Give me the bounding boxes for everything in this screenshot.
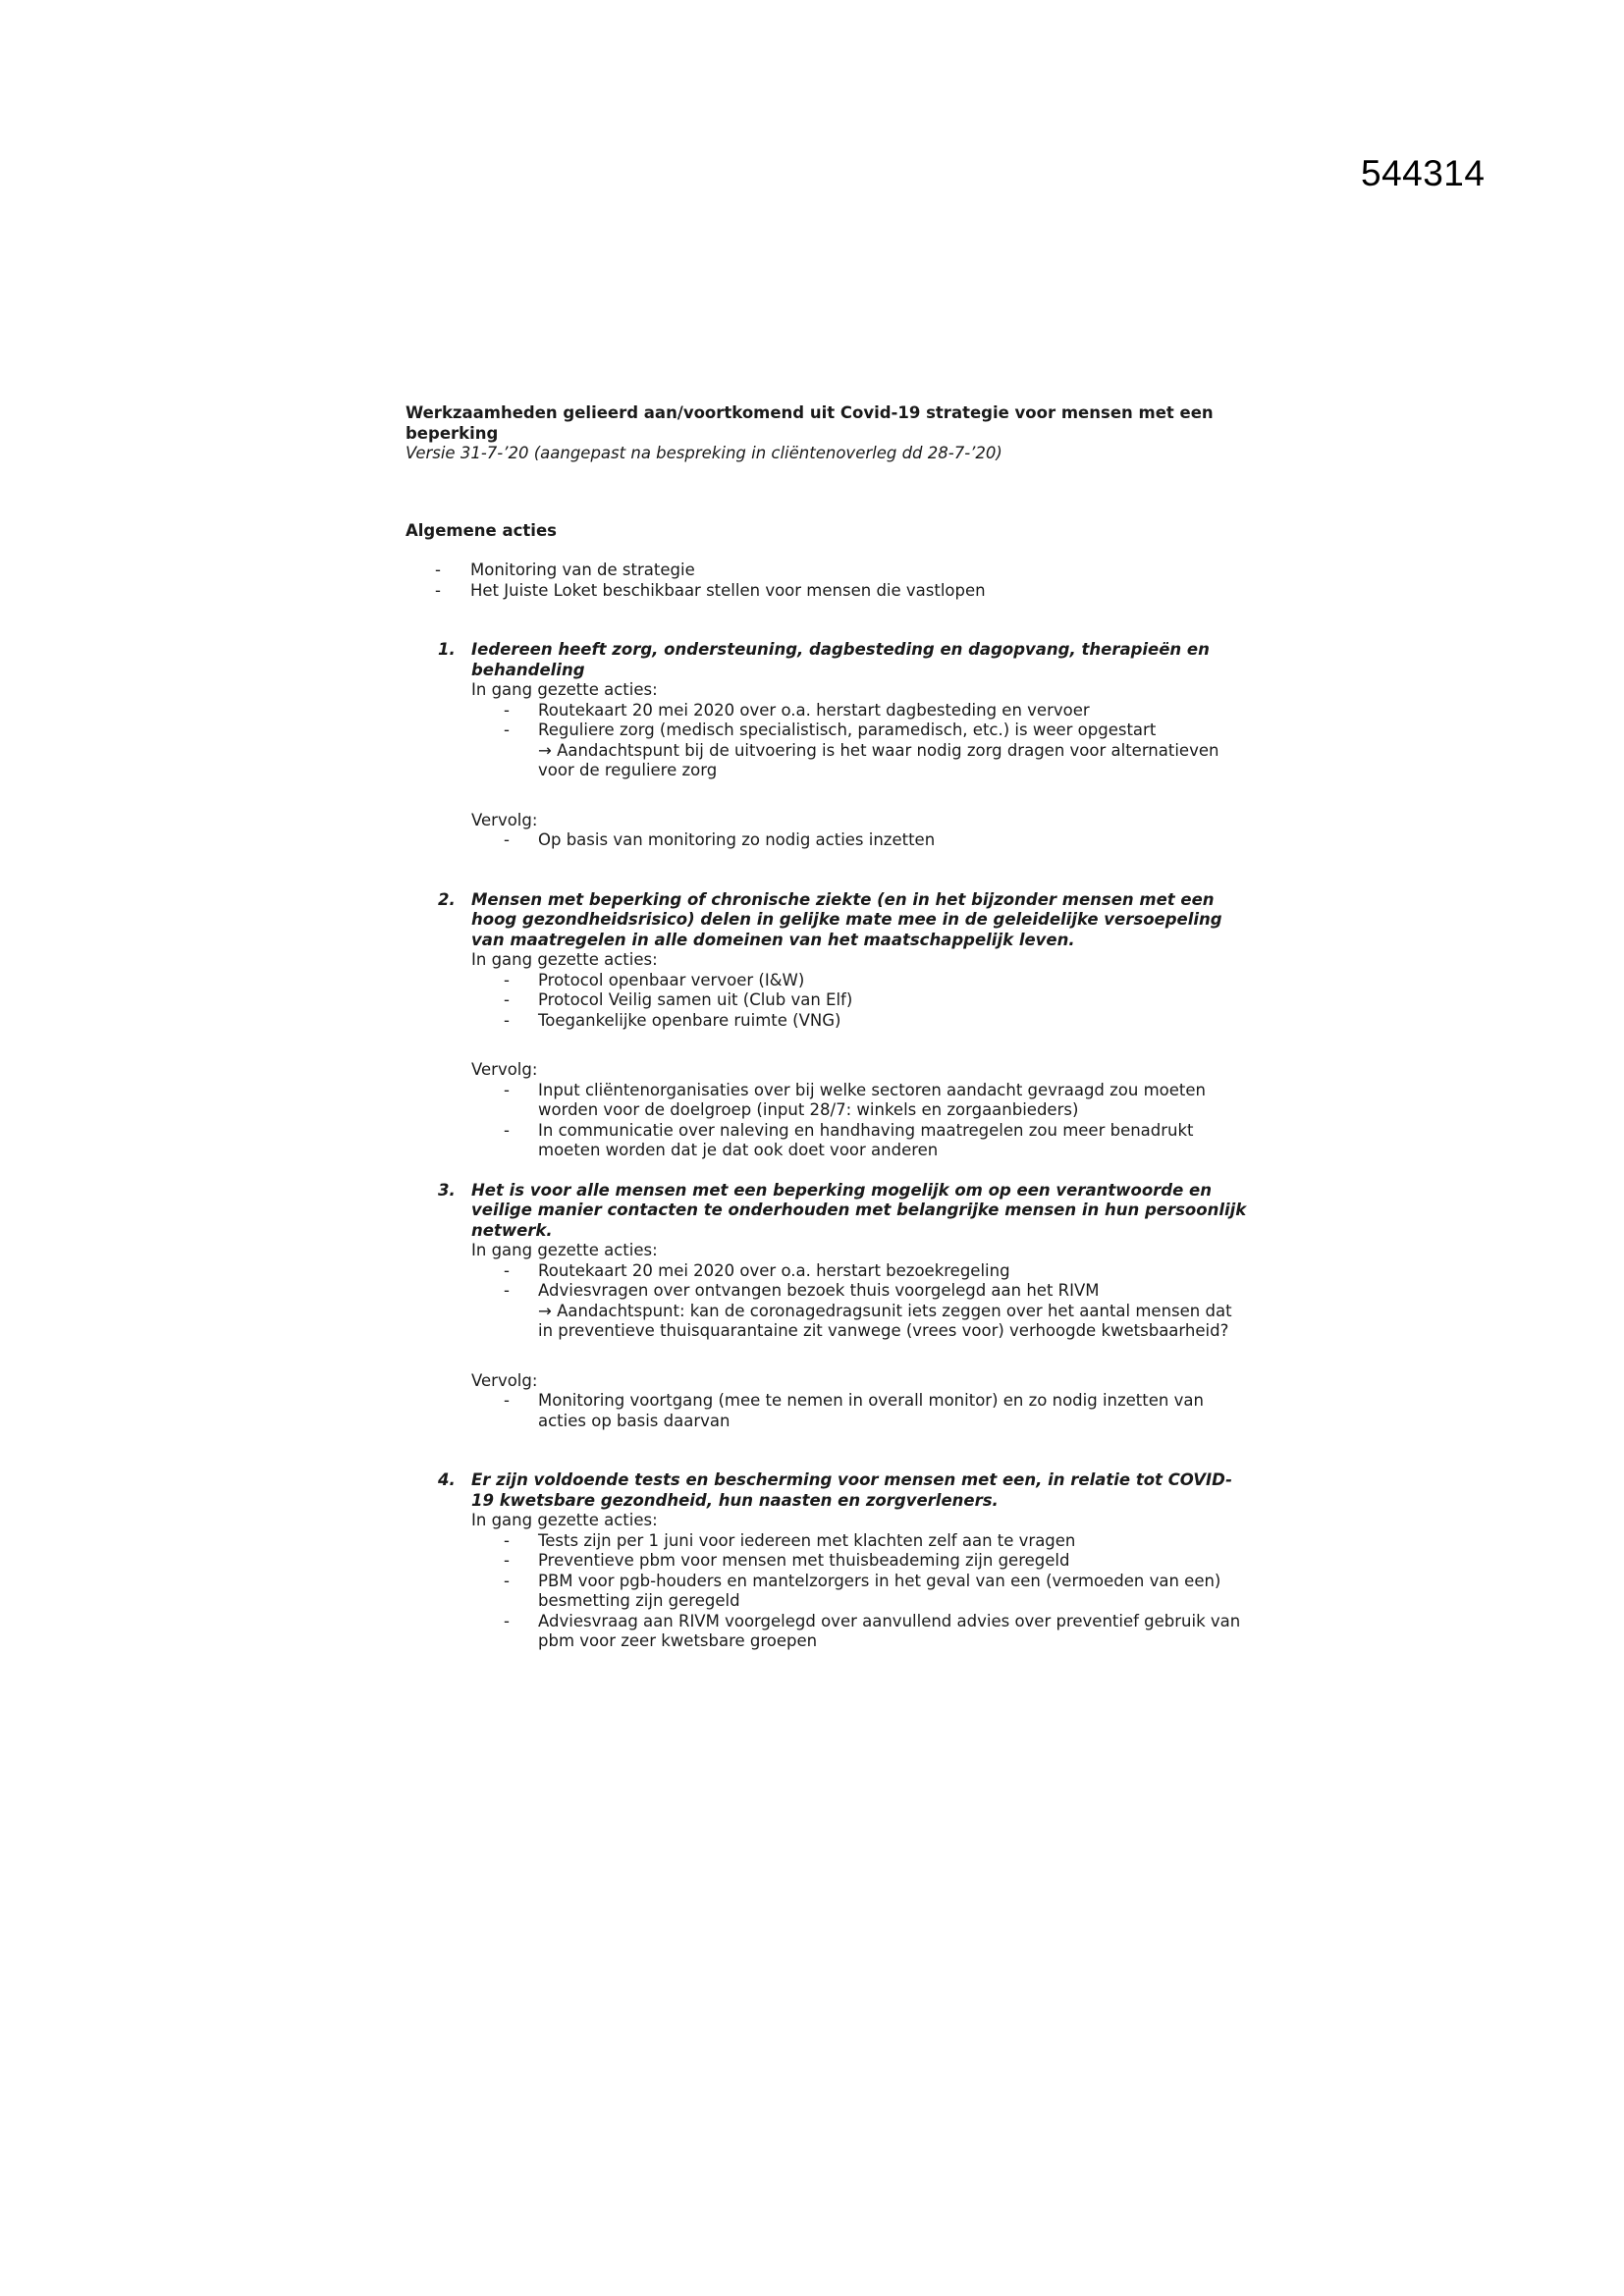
actions-list (471, 971, 1250, 1032)
actions-list (471, 1261, 1250, 1342)
general-actions-list (406, 561, 1250, 601)
list-item: - PBM voor pgb-houders en mantelzorgers in het geval van een (vermoeden van een) besmetting zijn geregeld (504, 1572, 1250, 1612)
document-title: Werkzaamheden gelieerd aan/voortkomend uit Covid-19 strategie voor mensen met een beperking (406, 403, 1214, 443)
section-number: 4. (438, 1470, 456, 1489)
document-body (406, 403, 1250, 1652)
section-4 (406, 1470, 1250, 1652)
list-item: - Toegankelijke openbare ruimte (VNG) (504, 1011, 1250, 1032)
attention-note: → Aandachtspunt bij de uitvoering is het waar nodig zorg dragen voor alternatieven voor de reguliere zorg (538, 740, 1219, 779)
section-title: Iedereen heeft zorg, ondersteuning, dagbesteding en dagopvang, therapieën en behandeling (471, 640, 1210, 679)
list-item: - Het Juiste Loket beschikbaar stellen voor mensen die vastlopen (435, 581, 1250, 602)
section-number: 1. (438, 640, 456, 659)
list-item: - Protocol openbaar vervoer (I&W) (504, 971, 1250, 991)
section-title: Mensen met beperking of chronische ziekte (en in het bijzonder mensen met een hoog gezondheidsrisico) delen in gelijke mate mee in de geleidelijke versoepeling van maatregelen in alle domeinen van het maatschappelijk leven. (471, 889, 1222, 949)
section-title: Het is voor alle mensen met een beperking mogelijk om op een verantwoorde en veilige manier contacten te onderhouden met belangrijke mensen in hun persoonlijk netwerk. (471, 1180, 1247, 1240)
list-item: - Protocol Veilig samen uit (Club van Elf) (504, 990, 1250, 1011)
followup-list (471, 1081, 1250, 1161)
section-1 (406, 640, 1250, 851)
document-version: Versie 31-7-’20 (aangepast na bespreking in cliëntenoverleg dd 28-7-’20) (406, 444, 1002, 462)
followup-list (471, 830, 1250, 851)
actions-list (471, 1531, 1250, 1652)
list-item: - Monitoring voortgang (mee te nemen in overall monitor) en zo nodig inzetten van acties op basis daarvan (504, 1391, 1250, 1431)
list-item: - Routekaart 20 mei 2020 over o.a. herstart bezoekregeling (504, 1261, 1250, 1282)
actions-label: In gang gezette acties: (471, 950, 658, 969)
section-3 (406, 1181, 1250, 1432)
followup-label: Vervolg: (471, 810, 538, 829)
actions-label: In gang gezette acties: (471, 1241, 658, 1259)
list-item-text: Reguliere zorg (medisch specialistisch, paramedisch, etc.) is weer opgestart (538, 721, 1157, 739)
list-item (504, 721, 1250, 781)
general-actions-heading: Algemene acties (406, 520, 557, 540)
followup-label: Vervolg: (471, 1060, 538, 1079)
actions-list (471, 701, 1250, 781)
list-item: - Tests zijn per 1 juni voor iedereen met klachten zelf aan te vragen (504, 1531, 1250, 1552)
section-title: Er zijn voldoende tests en bescherming voor mensen met een, in relatie tot COVID-19 kwetsbare gezondheid, hun naasten en zorgverleners. (471, 1470, 1233, 1510)
list-item: - Input cliëntenorganisaties over bij welke sectoren aandacht gevraagd zou moeten worden voor de doelgroep (input 28/7: winkels en zorgaanbieders) (504, 1081, 1250, 1121)
list-item: - Preventieve pbm voor mensen met thuisbeademing zijn geregeld (504, 1551, 1250, 1572)
followup-list (471, 1391, 1250, 1431)
actions-label: In gang gezette acties: (471, 680, 658, 699)
list-item: - Monitoring van de strategie (435, 561, 1250, 581)
section-2 (406, 890, 1250, 1161)
attention-note: → Aandachtspunt: kan de coronagedragsunit iets zeggen over het aantal mensen dat in preventieve thuisquarantaine zit vanwege (vrees voor) verhoogde kwetsbaarheid? (538, 1301, 1232, 1340)
section-number: 2. (438, 889, 456, 909)
followup-label: Vervolg: (471, 1370, 538, 1390)
list-item: - Adviesvraag aan RIVM voorgelegd over aanvullend advies over preventief gebruik van pbm voor zeer kwetsbare groepen (504, 1612, 1250, 1652)
section-number: 3. (438, 1180, 456, 1200)
actions-label: In gang gezette acties: (471, 1511, 658, 1529)
list-item: - In communicatie over naleving en handhaving maatregelen zou meer benadrukt moeten worden dat je dat ook doet voor anderen (504, 1121, 1250, 1161)
document-number: 544314 (1361, 153, 1486, 193)
list-item (504, 1281, 1250, 1342)
list-item: - Op basis van monitoring zo nodig acties inzetten (504, 830, 1250, 851)
list-item: - Routekaart 20 mei 2020 over o.a. herstart dagbesteding en vervoer (504, 701, 1250, 721)
list-item-text: Adviesvragen over ontvangen bezoek thuis voorgelegd aan het RIVM (538, 1281, 1100, 1300)
